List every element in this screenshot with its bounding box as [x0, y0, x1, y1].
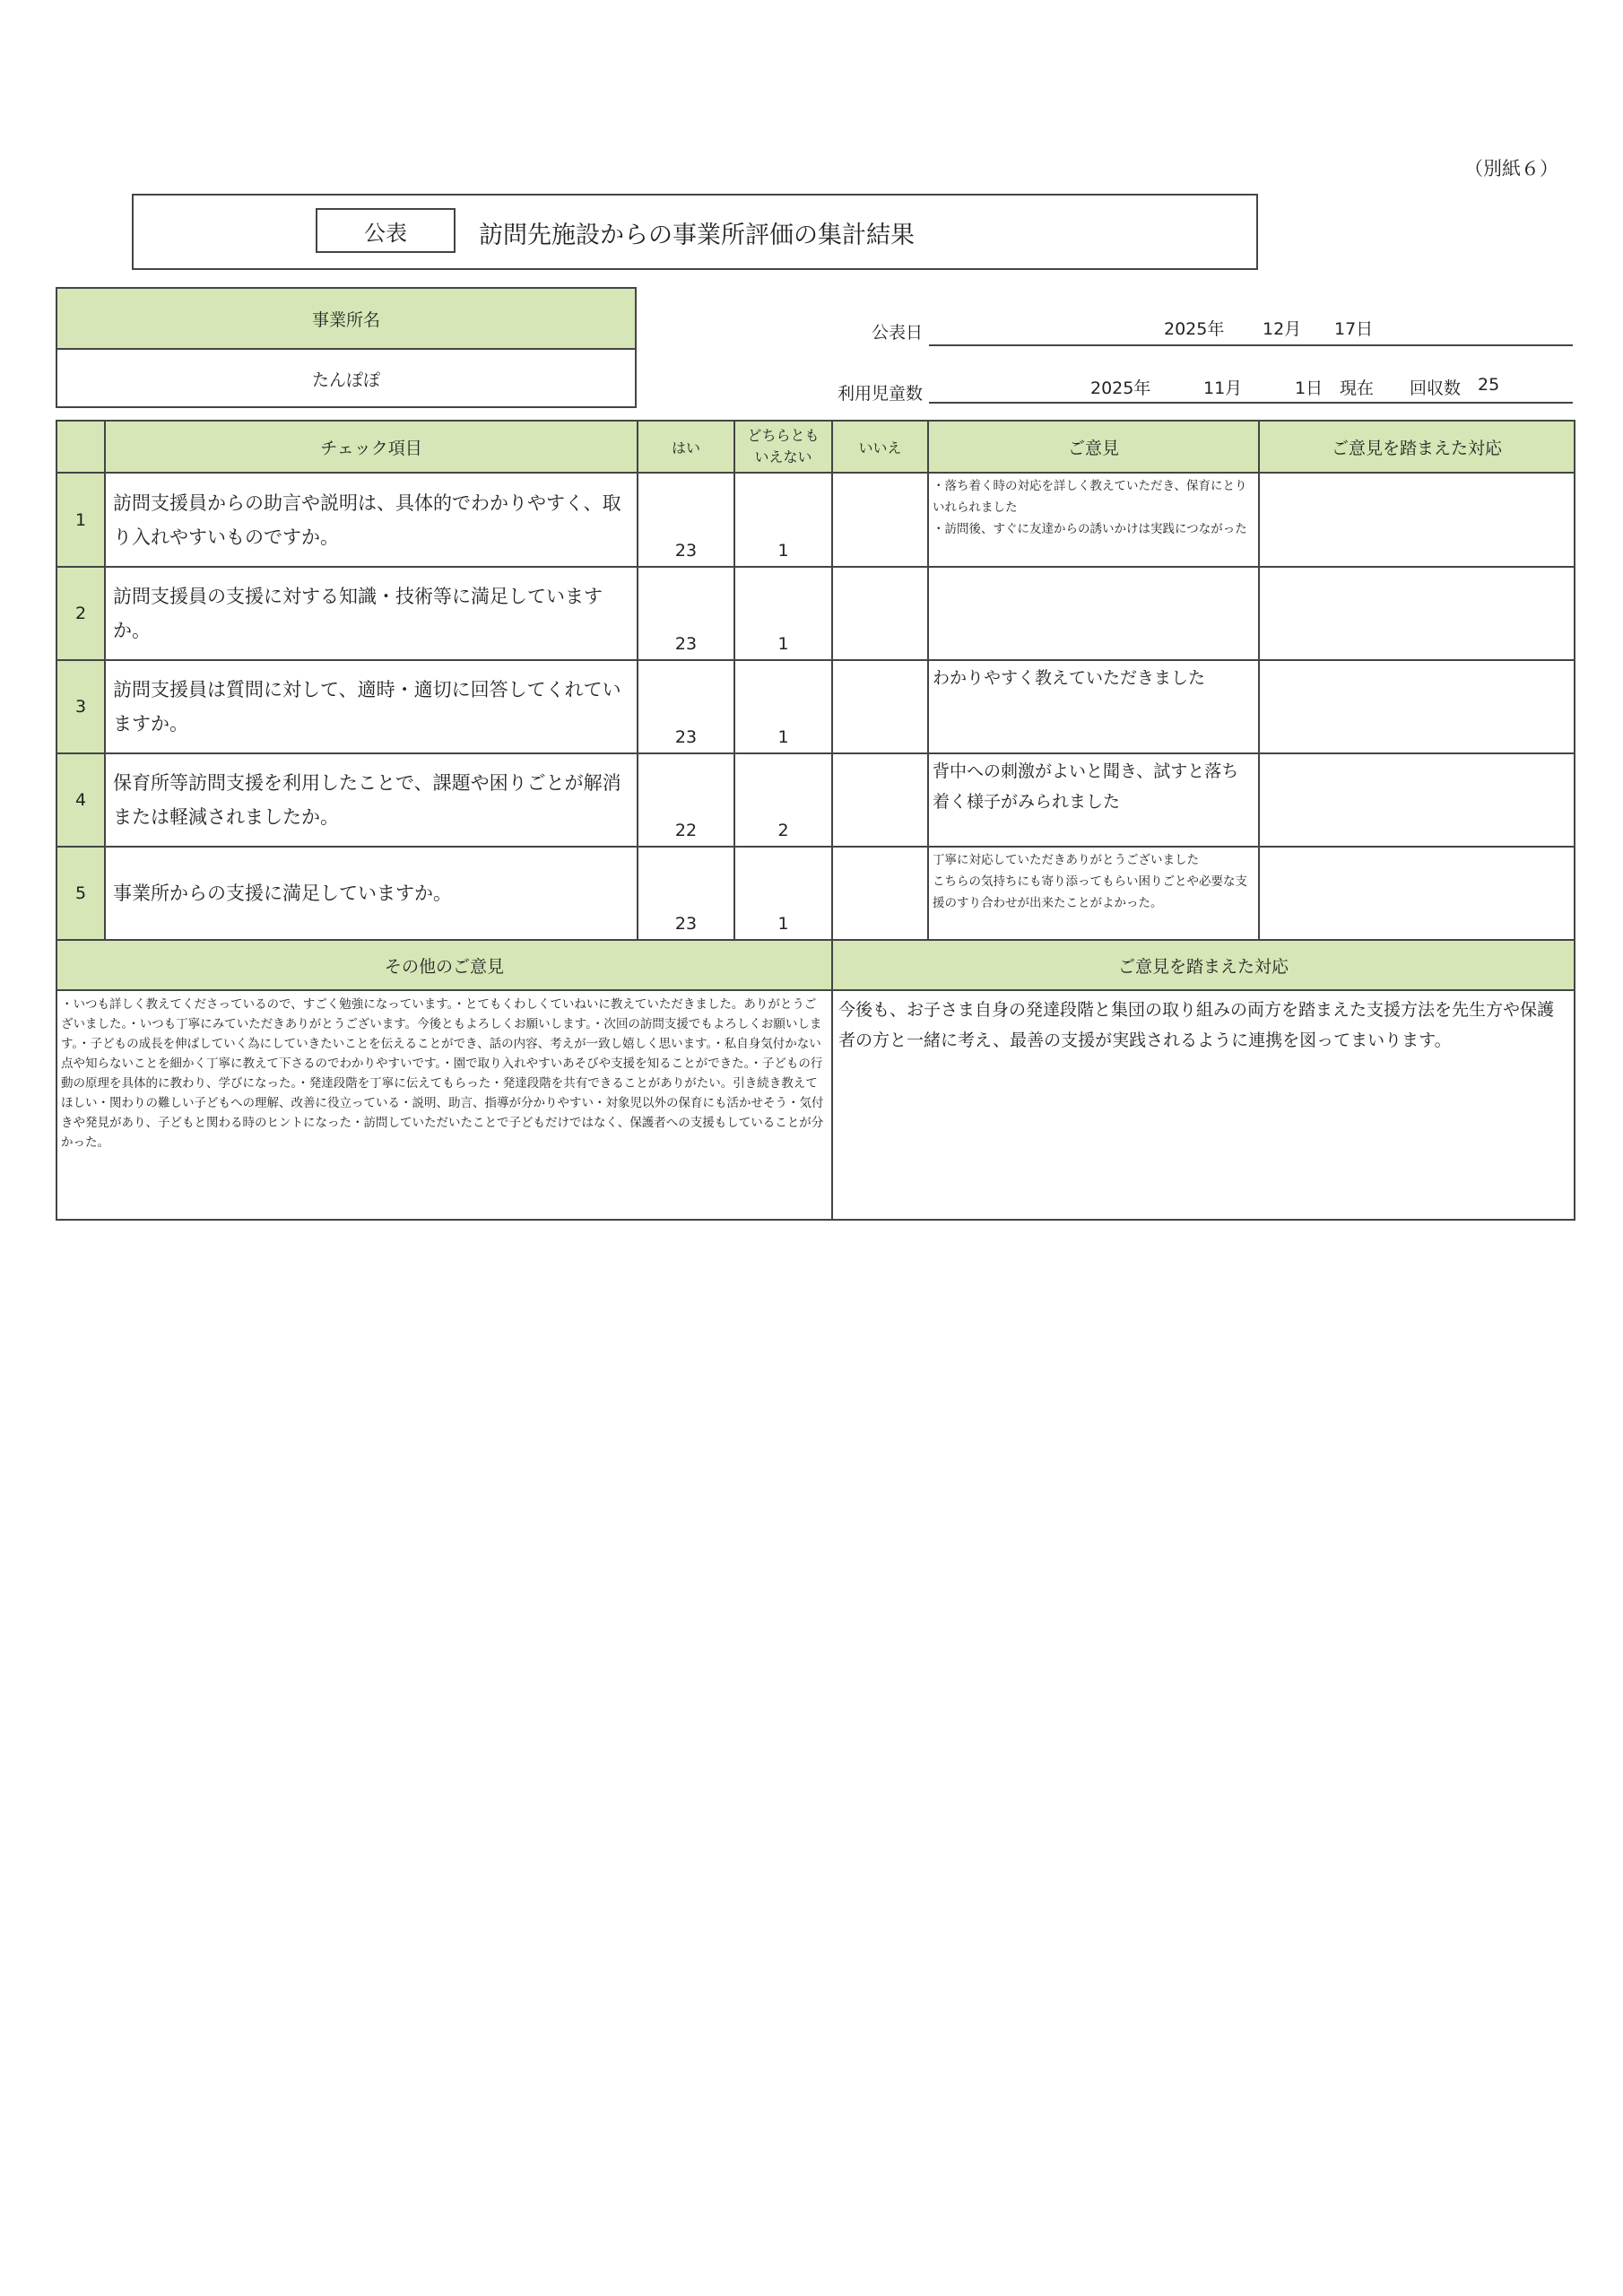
- evaluation-table: [56, 420, 1575, 1221]
- publish-month: 12月: [1263, 319, 1302, 339]
- office-name-value: たんぽぽ: [311, 370, 380, 390]
- collected-count-label: 回収数: [1410, 378, 1462, 398]
- publish-day: 17日: [1334, 319, 1374, 339]
- user-count-label: 利用児童数: [838, 384, 924, 404]
- check-item: 保育所等訪問支援を利用したことで、課題や困りごとが解消または軽減されましたか。: [105, 753, 638, 847]
- response: [1259, 753, 1575, 847]
- no-count: [832, 847, 928, 940]
- user-year: 2025年: [1090, 378, 1151, 398]
- check-item: 訪問支援員からの助言や説明は、具体的でわかりやすく、取り入れやすいものですか。: [105, 473, 638, 567]
- table-row: [56, 567, 1575, 660]
- yes-count: 23: [638, 567, 734, 660]
- neither-count: 1: [734, 847, 832, 940]
- other-opinions-header: その他のご意見: [56, 940, 832, 990]
- table-header-row: [56, 421, 1575, 473]
- table-row: [56, 660, 1575, 753]
- no-count: [832, 567, 928, 660]
- header-response: ご意見を踏まえた対応: [1259, 421, 1575, 473]
- check-item: 事業所からの支援に満足していますか。: [105, 847, 638, 940]
- response: [1259, 660, 1575, 753]
- publish-date-label: 公表日: [872, 323, 924, 343]
- row-number: 3: [56, 660, 105, 753]
- header-yes: はい: [638, 421, 734, 473]
- header-neither: どちらとも いえない: [734, 421, 832, 473]
- check-item: 訪問支援員は質問に対して、適時・適切に回答してくれていますか。: [105, 660, 638, 753]
- header-number: [56, 421, 105, 473]
- yes-count: 23: [638, 847, 734, 940]
- no-count: [832, 753, 928, 847]
- publish-date-underline: [929, 344, 1573, 346]
- check-item: 訪問支援員の支援に対する知識・技術等に満足していますか。: [105, 567, 638, 660]
- response: [1259, 847, 1575, 940]
- neither-count: 1: [734, 660, 832, 753]
- response: [1259, 567, 1575, 660]
- no-count: [832, 473, 928, 567]
- no-count: [832, 660, 928, 753]
- yes-count: 23: [638, 660, 734, 753]
- opinion: わかりやすく教えていただきました: [928, 660, 1259, 753]
- header-check-item: チェック項目: [105, 421, 638, 473]
- user-month: 11月: [1203, 378, 1243, 398]
- row-number: 1: [56, 473, 105, 567]
- row-number: 2: [56, 567, 105, 660]
- other-opinions-row: [56, 990, 1575, 1220]
- opinion: [928, 567, 1259, 660]
- opinion: ・落ち着く時の対応を詳しく教えていただき、保育にとりいれられました ・訪問後、すぐに友達からの誘いかけは実践につながった: [928, 473, 1259, 567]
- office-name-box: [56, 287, 637, 408]
- yes-count: 22: [638, 753, 734, 847]
- collected-count: 25: [1478, 375, 1500, 395]
- office-name-label: 事業所名: [57, 289, 635, 350]
- neither-count: 1: [734, 567, 832, 660]
- document-title: 訪問先施設からの事業所評価の集計結果: [479, 222, 915, 249]
- other-response-text: 今後も、お子さま自身の発達段階と集団の取り組みの両方を踏まえた支援方法を先生方や保護者の方と一緒に考え、最善の支援が実践されるように連携を図ってまいります。: [832, 990, 1575, 1220]
- table-row: [56, 847, 1575, 940]
- user-as-of: 現在: [1340, 378, 1375, 398]
- yes-count: 23: [638, 473, 734, 567]
- header-opinion: ご意見: [928, 421, 1259, 473]
- row-number: 4: [56, 753, 105, 847]
- response: [1259, 473, 1575, 567]
- opinion: 丁寧に対応していただきありがとうございました こちらの気持ちにも寄り添ってもらい困りごとや必要な支援のすり合わせが出来たことがよかった。: [928, 847, 1259, 940]
- other-response-header: ご意見を踏まえた対応: [832, 940, 1575, 990]
- header-no: いいえ: [832, 421, 928, 473]
- opinion: 背中への刺激がよいと聞き、試すと落ち着く様子がみられました: [928, 753, 1259, 847]
- publish-year: 2025年: [1164, 319, 1225, 339]
- other-opinions-header-row: [56, 940, 1575, 990]
- public-badge: 公表: [316, 208, 456, 253]
- neither-count: 2: [734, 753, 832, 847]
- user-count-underline: [929, 402, 1573, 404]
- user-day: 1日: [1295, 378, 1324, 398]
- table-row: [56, 753, 1575, 847]
- document-tag: （別紙６）: [1464, 158, 1558, 179]
- other-opinions-text: ・いつも詳しく教えてくださっているので、すごく勉強になっています。・とてもくわしくていねいに教えていただきました。ありがとうございました。・いつも丁寧にみていただきありがとうございます。今後ともよろしくお願いします。・次回の訪問支援でもよろしくお願いします。・子どもの成長を伸ばしていく為にしていきたいことを伝えることができ、話の内容、考えが一致し嬉しく思います。・私自身気付かない点や知らないことを細かく丁寧に教えて下さるのでわかりやすいです。・園で取り入れやすいあそびや支援を知ることができた。・子どもの行動の原理を具体的に教わり、学びになった。・発達段階を丁寧に伝えてもらった・発達段階を共有できることがありがたい。引き続き教えてほしい・関わりの難しい子どもへの理解、改善に役立っている・説明、助言、指導が分かりやすい・対象児以外の保育にも活かせそう・気付きや発見があり、子どもと関わる時のヒントになった・訪問していただいたことで子どもだけではなく、保護者への支援もしていることが分かった。: [56, 990, 832, 1220]
- row-number: 5: [56, 847, 105, 940]
- table-row: [56, 473, 1575, 567]
- neither-count: 1: [734, 473, 832, 567]
